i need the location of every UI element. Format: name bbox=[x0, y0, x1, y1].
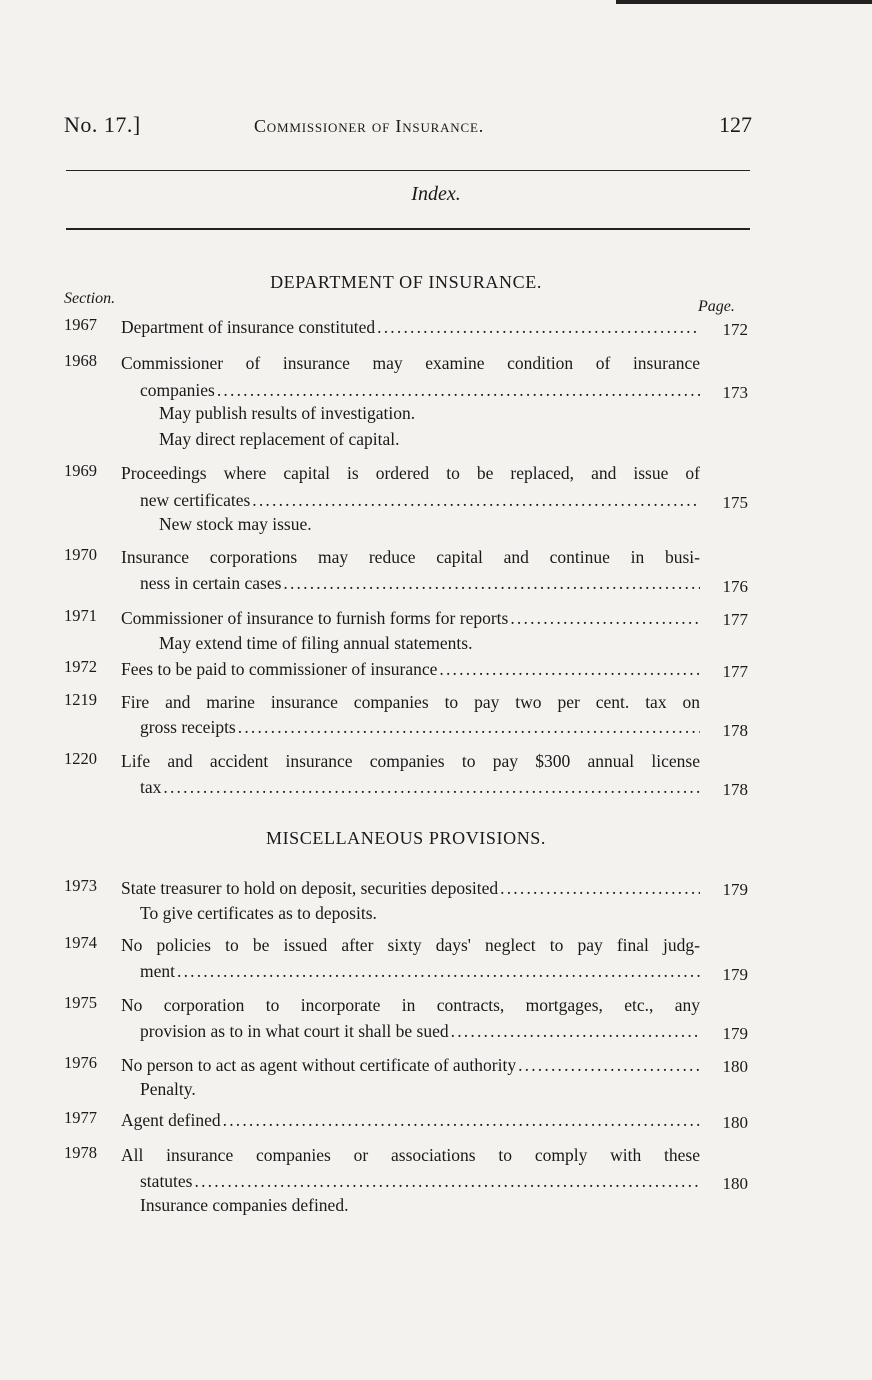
dot-leader bbox=[451, 1019, 700, 1044]
page-ref: 179 bbox=[722, 1024, 748, 1043]
entry-text-line2: new certificates bbox=[140, 490, 251, 510]
entry-line bbox=[121, 1108, 700, 1133]
entry-text-line1: Life and accident insurance companies to pay $300 annual license bbox=[121, 751, 700, 771]
entry-subnote: May extend time of filing annual statements. bbox=[159, 633, 473, 653]
page-ref: 172 bbox=[722, 320, 748, 339]
page-ref: 179 bbox=[722, 965, 748, 984]
entry-text-line2: tax bbox=[140, 777, 162, 797]
entry-text-line2: provision as to in what court it shall be sued bbox=[140, 1021, 449, 1041]
entry-line bbox=[140, 959, 700, 984]
entry-text-line2: statutes bbox=[140, 1171, 193, 1191]
entry-text-line2: gross receipts bbox=[140, 717, 236, 737]
entry-line bbox=[140, 715, 700, 740]
entry-line bbox=[140, 488, 700, 513]
running-title: Commissioner of Insurance. bbox=[254, 116, 484, 136]
page-number: 127 bbox=[719, 112, 752, 137]
entry-text: Department of insurance constituted bbox=[121, 317, 376, 337]
entry-text: Agent defined bbox=[121, 1110, 221, 1130]
section-number: 1219 bbox=[64, 690, 97, 709]
page-ref: 175 bbox=[722, 493, 748, 512]
dot-leader bbox=[510, 606, 700, 631]
section-number: 1977 bbox=[64, 1108, 97, 1127]
entry-text-line2: ness in certain cases bbox=[140, 573, 282, 593]
section-number: 1975 bbox=[64, 993, 97, 1012]
entry-subnote: To give certificates as to deposits. bbox=[140, 903, 377, 923]
dot-leader bbox=[439, 657, 700, 682]
page-ref: 180 bbox=[722, 1174, 748, 1193]
section-number: 1971 bbox=[64, 606, 97, 625]
entry-line bbox=[121, 1053, 700, 1078]
section-number: 1968 bbox=[64, 351, 97, 370]
dot-leader bbox=[163, 775, 700, 800]
dot-leader bbox=[238, 715, 700, 740]
section-number: 1978 bbox=[64, 1143, 97, 1162]
dot-leader bbox=[177, 959, 700, 984]
entry-line bbox=[140, 378, 700, 403]
header-rule-top bbox=[66, 170, 750, 171]
entry-text-line1: Fire and marine insurance companies to pay two per cent. tax on bbox=[121, 692, 700, 712]
section-number: 1967 bbox=[64, 315, 97, 334]
dot-leader bbox=[252, 488, 700, 513]
entry-text: Commissioner of insurance to furnish forms for reports bbox=[121, 608, 509, 628]
entry-line bbox=[121, 606, 700, 631]
entry-subnote: Penalty. bbox=[140, 1079, 196, 1099]
entry-subnote: May direct replacement of capital. bbox=[159, 429, 400, 449]
page-ref: 178 bbox=[722, 721, 748, 740]
entry-line bbox=[140, 1019, 700, 1044]
page-ref: 180 bbox=[722, 1057, 748, 1076]
entry-line bbox=[140, 1169, 700, 1194]
page-ref: 177 bbox=[722, 662, 748, 681]
entry-line bbox=[121, 315, 700, 340]
entry-text-line1: All insurance companies or associations to comply with these bbox=[121, 1145, 700, 1165]
dot-leader bbox=[377, 315, 700, 340]
dot-leader bbox=[500, 876, 700, 901]
column-label-section: Section. bbox=[64, 290, 116, 307]
section-heading-department: DEPARTMENT OF INSURANCE. bbox=[270, 272, 542, 292]
entry-text-line1: No policies to be issued after sixty days' neglect to pay final judg- bbox=[121, 935, 700, 955]
document-number: No. 17.] bbox=[64, 112, 141, 137]
entry-subnote: Insurance companies defined. bbox=[140, 1195, 349, 1215]
entry-line bbox=[121, 657, 700, 682]
section-heading-miscellaneous: MISCELLANEOUS PROVISIONS. bbox=[265, 828, 547, 848]
entry-line bbox=[140, 571, 700, 596]
running-header bbox=[64, 112, 752, 142]
entry-subnote: May publish results of investigation. bbox=[159, 403, 416, 423]
entry-line bbox=[140, 775, 700, 800]
entry-text-line1: Insurance corporations may reduce capital and continue in busi- bbox=[121, 547, 700, 567]
section-number: 1973 bbox=[64, 876, 97, 895]
page-ref: 180 bbox=[722, 1113, 748, 1132]
entry-text-line1: Proceedings where capital is ordered to be replaced, and issue of bbox=[121, 463, 700, 483]
header-rule-bottom bbox=[66, 228, 750, 230]
entry-line bbox=[121, 876, 700, 901]
section-number: 1220 bbox=[64, 749, 97, 768]
entry-text-line1: No corporation to incorporate in contracts, mortgages, etc., any bbox=[121, 995, 700, 1015]
column-label-page: Page. bbox=[698, 298, 735, 315]
entry-text: State treasurer to hold on deposit, securities deposited bbox=[121, 878, 499, 898]
dot-leader bbox=[283, 571, 700, 596]
section-number: 1969 bbox=[64, 461, 97, 480]
page-ref: 173 bbox=[722, 383, 748, 402]
entry-text: Fees to be paid to commissioner of insurance bbox=[121, 659, 438, 679]
section-number: 1976 bbox=[64, 1053, 97, 1072]
entry-text-line1: Commissioner of insurance may examine condition of insurance bbox=[121, 353, 700, 373]
index-title: Index. bbox=[411, 183, 461, 205]
entry-subnote: New stock may issue. bbox=[159, 514, 312, 534]
dot-leader bbox=[223, 1108, 700, 1133]
page-ref: 179 bbox=[722, 880, 748, 899]
page-ref: 176 bbox=[722, 577, 748, 596]
scan-edge-mark bbox=[616, 0, 872, 4]
entry-text: No person to act as agent without certificate of authority bbox=[121, 1055, 517, 1075]
dot-leader bbox=[518, 1053, 700, 1078]
dot-leader bbox=[195, 1169, 701, 1194]
page-ref: 178 bbox=[722, 780, 748, 799]
page-ref: 177 bbox=[722, 610, 748, 629]
entry-text-line2: ment bbox=[140, 961, 175, 981]
section-number: 1972 bbox=[64, 657, 97, 676]
section-number: 1974 bbox=[64, 933, 97, 952]
dot-leader bbox=[217, 378, 700, 403]
section-number: 1970 bbox=[64, 545, 97, 564]
entry-text-line2: companies bbox=[140, 380, 215, 400]
